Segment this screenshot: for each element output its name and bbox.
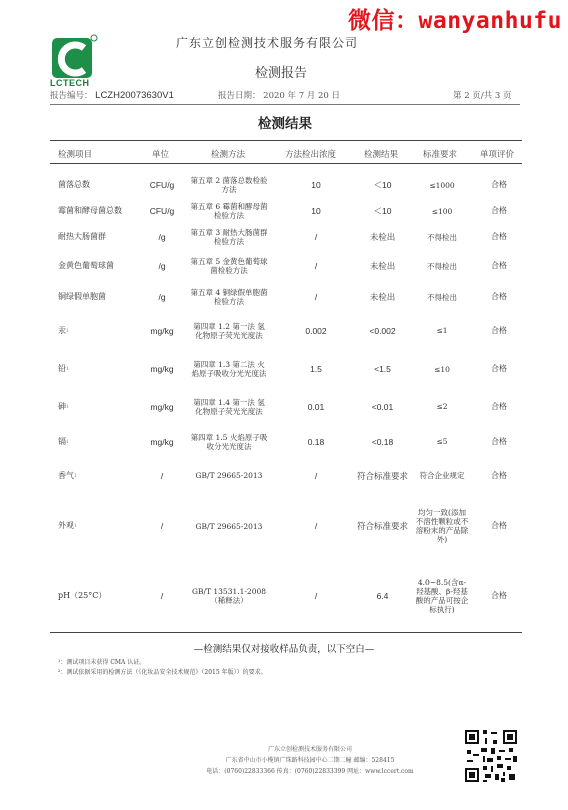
report-number-value: LCZH20073630V1 — [95, 90, 174, 101]
cell-unit-text: / — [160, 521, 164, 531]
cell-evaluation — [482, 560, 516, 632]
cell-method — [190, 389, 268, 424]
cell-standard — [415, 198, 469, 224]
cell-standard-text: 4.0~8.5(含α-羟基酸、β-羟基酸的产品可按企标执行) — [415, 578, 469, 614]
cell-result — [355, 224, 410, 250]
footnote-marker: 1 — [66, 438, 70, 445]
cell-result-text: 未检出 — [369, 232, 396, 242]
cell-test-item-text: 香气 — [58, 470, 74, 480]
cell-evaluation — [482, 198, 516, 224]
cell-method-text: 第四章 1.2 第一法 氢化物原子荧光光度法 — [193, 321, 265, 340]
cell-result-text: 未检出 — [369, 261, 396, 271]
footnote-marker: 1 — [66, 366, 70, 372]
cell-unit-text: mg/kg — [150, 325, 174, 336]
cell-method — [190, 349, 268, 389]
cell-test-item-text: 霉菌和酵母菌总数 — [58, 206, 122, 215]
table-header-limit: 方法检出浓度 — [285, 150, 337, 160]
cell-unit-text: mg/kg — [150, 436, 174, 447]
report-number-label: 报告编号： — [50, 91, 93, 101]
cell-evaluation-text: 合格 — [491, 180, 507, 189]
cell-result — [355, 389, 410, 424]
cell-result — [355, 424, 410, 459]
cell-method — [190, 282, 268, 312]
cell-method-text: 第四章 1.5 火焰原子吸收分光光度法 — [190, 432, 268, 451]
table-top-border — [50, 140, 522, 141]
cell-test-item-text: 外观 — [58, 521, 74, 530]
cell-standard — [415, 389, 469, 424]
cell-standard-text: 不得检出 — [427, 232, 457, 242]
cell-standard-text: 不得检出 — [427, 292, 457, 302]
cell-method-text: 第五章 3 耐热大肠菌群检验方法 — [190, 228, 268, 246]
cell-standard — [415, 349, 469, 389]
cell-result-text: 未检出 — [369, 292, 396, 302]
cell-standard — [415, 282, 469, 312]
cell-evaluation — [482, 224, 516, 250]
footer-company: 广东立创检测技术服务有限公司 — [267, 746, 352, 753]
cell-evaluation-text: 合格 — [491, 206, 507, 215]
cell-detection-limit-text: / — [314, 521, 318, 531]
cell-unit — [140, 224, 184, 250]
cell-evaluation — [482, 282, 516, 312]
cell-standard — [415, 492, 469, 560]
cell-detection-limit — [285, 349, 347, 389]
cell-result-text: 符合标准要求 — [356, 470, 408, 481]
cell-result — [355, 282, 410, 312]
table-header-standard: 标准要求 — [423, 150, 458, 160]
cell-test-item-text: 菌落总数 — [58, 180, 90, 189]
company-logo — [50, 32, 100, 82]
cell-detection-limit-text: 0.18 — [307, 436, 325, 447]
logo-text: LCTECH — [50, 78, 90, 88]
cell-standard — [415, 424, 469, 459]
cell-result-text: ＜10 — [373, 180, 392, 190]
cell-evaluation-text: 合格 — [491, 591, 507, 600]
end-of-results-text: —检测结果仅对接收样品负责，以下空白— — [193, 644, 375, 655]
footnote-1: ¹：测试项目未获得 CMA 认证。 — [58, 659, 146, 666]
cell-evaluation-text: 合格 — [491, 436, 507, 446]
cell-standard — [415, 250, 469, 282]
footnote-marker: 1 — [66, 327, 70, 334]
cell-detection-limit — [285, 389, 347, 424]
cell-result-text: <0.18 — [371, 436, 394, 447]
cell-test-item-text: 镉 — [58, 436, 66, 446]
cell-detection-limit — [285, 172, 347, 198]
cell-unit-text: /g — [158, 232, 166, 242]
cell-unit-text: CFU/g — [149, 206, 175, 216]
cell-unit-text: mg/kg — [150, 364, 174, 374]
cell-detection-limit — [285, 312, 347, 349]
cell-detection-limit-text: 10 — [311, 180, 321, 190]
cell-unit-text: CFU/g — [149, 180, 175, 190]
cell-test-item — [58, 349, 143, 389]
cell-result — [355, 312, 410, 349]
cell-unit-text: / — [160, 591, 164, 601]
header-divider — [50, 104, 520, 105]
cell-method — [190, 424, 268, 459]
cell-standard-text: ≤10 — [434, 364, 450, 374]
cell-test-item-text: 耐热大肠菌群 — [58, 232, 106, 241]
cell-unit-text: / — [160, 470, 164, 481]
cell-test-item — [58, 250, 143, 282]
cell-unit-text: mg/kg — [150, 401, 174, 412]
cell-result — [355, 459, 410, 492]
cell-result — [355, 172, 410, 198]
cell-detection-limit-text: 0.01 — [307, 401, 325, 412]
footer-contact: 电话：(0760)22833366 传真：(0760)22833399 网址：www.lccert.com — [206, 768, 414, 775]
cell-standard-text: 均匀一致(添加不溶性颗粒或不溶粉末的产品除外) — [415, 508, 469, 544]
table-header-method: 检测方法 — [211, 150, 246, 160]
cell-detection-limit-text: / — [314, 292, 318, 302]
cell-detection-limit — [285, 560, 347, 632]
cell-unit — [140, 172, 184, 198]
cell-test-item-text: 铅 — [58, 364, 66, 373]
cell-result-text: <0.002 — [369, 325, 396, 336]
report-number — [50, 89, 174, 101]
cell-test-item — [58, 389, 143, 424]
cell-detection-limit-text: 10 — [311, 206, 321, 216]
cell-evaluation — [482, 459, 516, 492]
cell-evaluation-text: 合格 — [491, 470, 507, 480]
cell-method-text: GB/T 29665-2013 — [195, 471, 263, 480]
footnote-2: ²：测试依据采用的检测方法（《化妆品安全技术规范》（2015 年版））的要求。 — [58, 669, 267, 676]
cell-test-item — [58, 459, 143, 492]
cell-evaluation-text: 合格 — [491, 261, 507, 270]
cell-standard-text: ≤2 — [436, 402, 448, 411]
results-title: 检测结果 — [258, 116, 312, 132]
cell-method-text: 第四章 1.4 第一法 氢化物原子荧光光度法 — [193, 397, 265, 416]
cell-detection-limit — [285, 198, 347, 224]
cell-unit — [140, 198, 184, 224]
cell-result — [355, 349, 410, 389]
cell-detection-limit — [285, 250, 347, 282]
cell-standard-text: 符合企业规定 — [419, 471, 465, 480]
footnote-marker: 1 — [74, 472, 78, 479]
cell-test-item — [58, 424, 143, 459]
cell-evaluation — [482, 172, 516, 198]
cell-method — [190, 250, 268, 282]
table-header-border — [50, 163, 522, 164]
cell-detection-limit — [285, 224, 347, 250]
cell-method — [190, 224, 268, 250]
cell-method-text: 第四章 1.3 第二法 火焰原子吸收分光光度法 — [191, 360, 267, 378]
cell-standard — [415, 459, 469, 492]
cell-standard-text: ≤5 — [436, 437, 448, 446]
table-header-evaluation: 单项评价 — [480, 150, 515, 160]
cell-standard — [415, 224, 469, 250]
cell-detection-limit-text: / — [314, 232, 318, 242]
cell-unit-text: /g — [158, 292, 166, 302]
cell-test-item — [58, 224, 143, 250]
cell-detection-limit — [285, 424, 347, 459]
table-header-unit: 单位 — [152, 150, 170, 160]
cell-test-item — [58, 198, 143, 224]
cell-test-item — [58, 282, 143, 312]
cell-result — [355, 198, 410, 224]
cell-result-text: 6.4 — [376, 591, 389, 601]
cell-method — [190, 560, 268, 632]
cell-detection-limit — [285, 492, 347, 560]
cell-method — [190, 492, 268, 560]
cell-result-text: <1.5 — [374, 364, 391, 374]
page-info-value: 第 2 页/共 3 页 — [453, 91, 512, 101]
cell-unit — [140, 389, 184, 424]
cell-standard-text: ≤1 — [436, 326, 448, 335]
cell-test-item — [58, 312, 143, 349]
cell-evaluation — [482, 424, 516, 459]
cell-standard-text: ≤1000 — [429, 180, 455, 190]
cell-standard — [415, 172, 469, 198]
cell-unit — [140, 250, 184, 282]
cell-evaluation — [482, 389, 516, 424]
cell-test-item-text: 铜绿假单胞菌 — [58, 292, 106, 301]
cell-evaluation — [482, 250, 516, 282]
cell-method — [190, 459, 268, 492]
cell-evaluation-text: 合格 — [491, 232, 507, 241]
cell-standard — [415, 560, 469, 632]
footnote-marker: 1 — [66, 403, 70, 410]
watermark-text: 微信：wanyanhufu — [348, 8, 562, 34]
cell-method-text: 第五章 4 铜绿假单胞菌检验方法 — [190, 288, 268, 306]
cell-method-text: 第五章 2 菌落总数检验方法 — [190, 176, 268, 194]
cell-evaluation — [482, 492, 516, 560]
cell-result — [355, 560, 410, 632]
cell-method-text: 第五章 5 金黄色葡萄球菌检验方法 — [190, 257, 268, 275]
cell-test-item-text: pH（25°C） — [58, 591, 107, 600]
report-date — [218, 89, 340, 101]
cell-method — [190, 198, 268, 224]
cell-detection-limit-text: 1.5 — [310, 364, 322, 374]
report-date-label: 报告日期： — [218, 91, 261, 101]
document-title: 检测报告 — [255, 66, 308, 81]
cell-detection-limit-text: / — [314, 591, 318, 601]
cell-evaluation — [482, 349, 516, 389]
cell-method — [190, 312, 268, 349]
cell-detection-limit-text: / — [314, 470, 318, 481]
cell-test-item-text: 砷 — [58, 401, 66, 411]
cell-unit — [140, 492, 184, 560]
cell-unit — [140, 312, 184, 349]
cell-unit — [140, 282, 184, 312]
cell-test-item-text: 汞 — [58, 325, 66, 335]
cell-test-item — [58, 492, 143, 560]
page-info — [453, 89, 512, 101]
cell-result — [355, 250, 410, 282]
cell-result — [355, 492, 410, 560]
qr-code-icon — [463, 728, 519, 784]
cell-standard — [415, 312, 469, 349]
table-header-item: 检测项目 — [58, 150, 93, 160]
cell-evaluation-text: 合格 — [491, 364, 507, 373]
footer-address: 广东省中山市小榄镇广珠路科技园中心二期二幢 邮编：528415 — [225, 757, 395, 764]
cell-method-text: GB/T 29665-2013 — [195, 521, 263, 531]
cell-method-text: GB/T 13531.1-2008（稀释法） — [191, 587, 267, 605]
cell-evaluation-text: 合格 — [491, 325, 507, 335]
cell-result-text: 符合标准要求 — [356, 521, 408, 531]
cell-evaluation-text: 合格 — [491, 521, 507, 530]
cell-method-text: 第五章 6 霉菌和酵母菌检验方法 — [190, 202, 268, 220]
cell-detection-limit-text: / — [314, 261, 318, 271]
table-header-result: 检测结果 — [364, 150, 399, 160]
cell-unit — [140, 349, 184, 389]
footnote-marker: 1 — [74, 523, 78, 529]
cell-standard-text: 不得检出 — [427, 261, 457, 271]
cell-unit — [140, 459, 184, 492]
cell-evaluation-text: 合格 — [491, 401, 507, 411]
cell-detection-limit-text: 0.002 — [305, 325, 327, 336]
company-name: 广东立创检测技术服务有限公司 — [176, 36, 359, 50]
cell-test-item — [58, 560, 143, 632]
cell-unit — [140, 424, 184, 459]
cell-unit — [140, 560, 184, 632]
cell-detection-limit — [285, 459, 347, 492]
table-bottom-border — [50, 632, 522, 633]
cell-standard-text: ≤100 — [431, 206, 453, 216]
cell-result-text: <0.01 — [371, 401, 394, 412]
report-date-value: 2020 年 7 月 20 日 — [263, 91, 341, 101]
cell-evaluation-text: 合格 — [491, 292, 507, 301]
cell-test-item-text: 金黄色葡萄球菌 — [58, 261, 114, 270]
cell-test-item — [58, 172, 143, 198]
cell-evaluation — [482, 312, 516, 349]
cell-unit-text: /g — [158, 261, 166, 271]
cell-result-text: ＜10 — [373, 206, 392, 216]
cell-detection-limit — [285, 282, 347, 312]
cell-method — [190, 172, 268, 198]
